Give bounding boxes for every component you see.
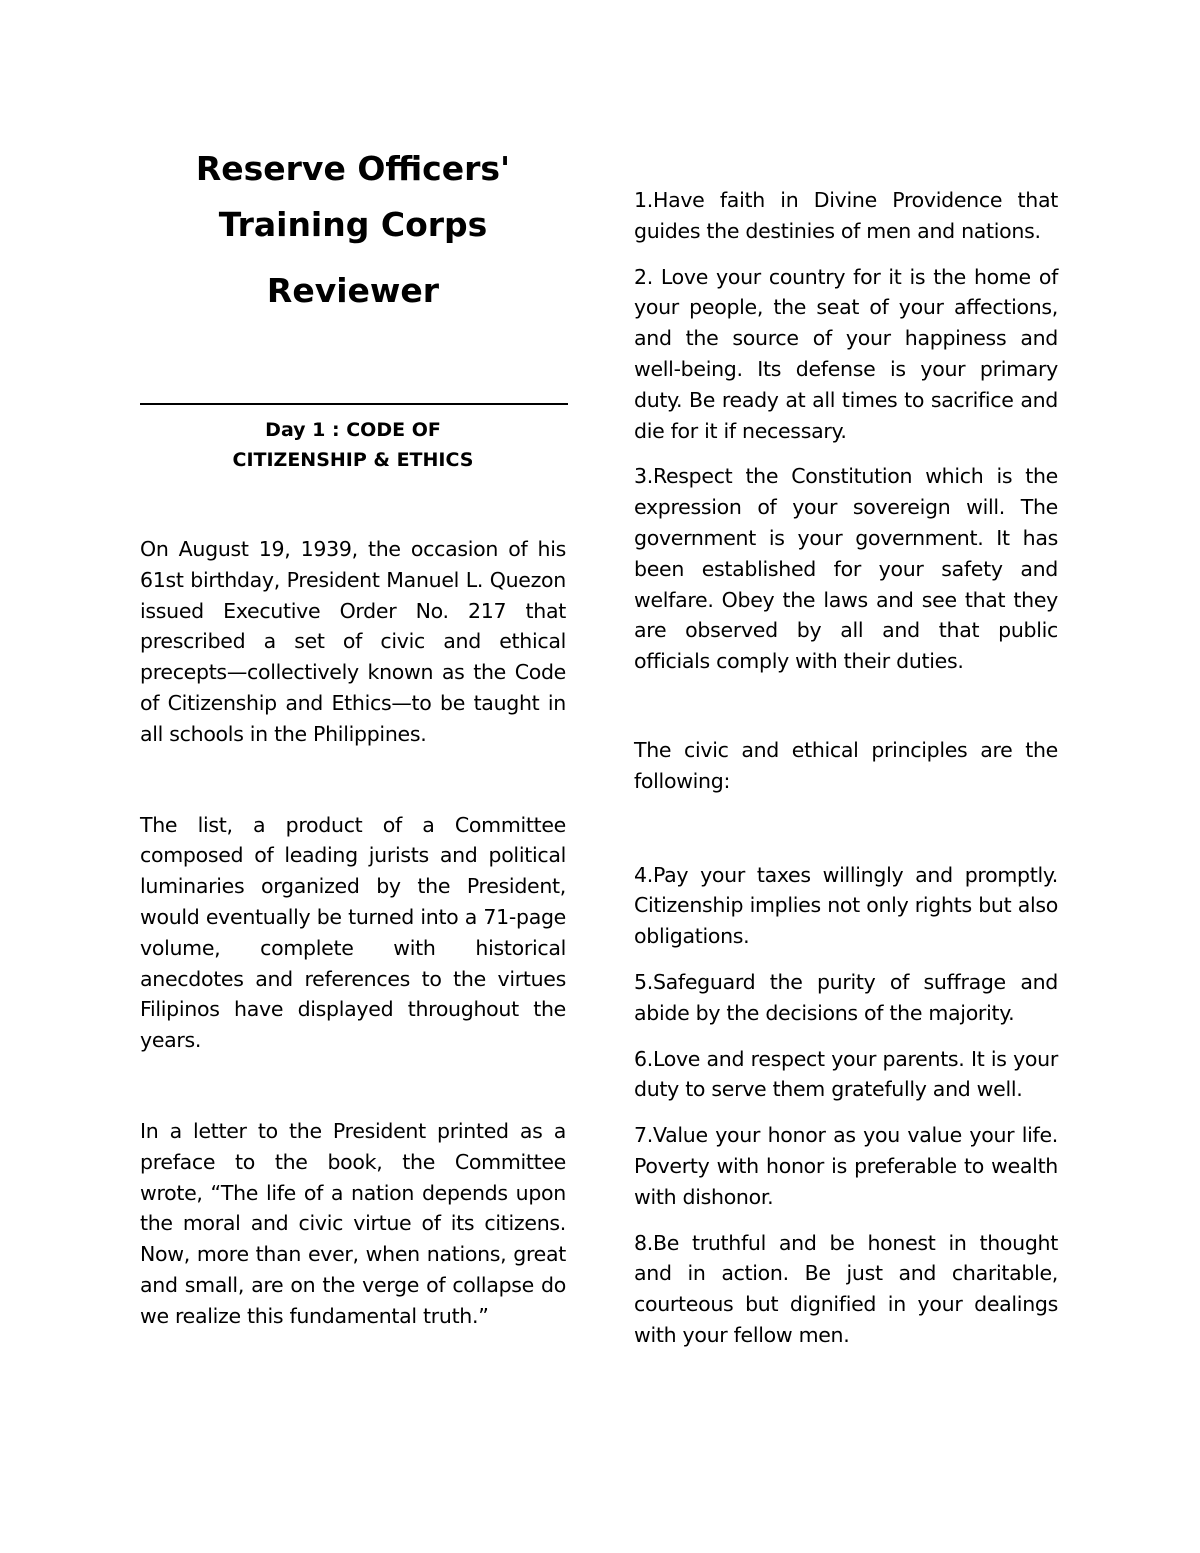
principles-intro: The civic and ethical principles are the following:: [634, 737, 1058, 793]
preface-paragraph: In a letter to the President printed as a preface to the book, the Committee wrote, “The life of a nation depends upon the moral and civic virtue of its citizens. Now, more than ever, when nations, great and small, are on the verge of collapse do we realize this fundamental truth.”: [140, 1118, 566, 1328]
section-heading-line-2: CITIZENSHIP & ETHICS: [232, 449, 474, 471]
section-heading: [140, 415, 566, 475]
title-line-1: Reserve Officers': [195, 149, 511, 188]
precept-item: 6.Love and respect your parents. It is your duty to serve them gratefully and well.: [634, 1046, 1058, 1102]
left-column: [140, 140, 566, 1332]
committee-paragraph: The list, a product of a Committee composed of leading jurists and political luminaries organized by the President, would eventually be turned into a 71-page volume, complete with historical anecdotes and references to the virtues Filipinos have displayed throughout the years.: [140, 812, 566, 1053]
right-column: [634, 185, 1058, 1366]
document-title: [140, 149, 566, 310]
title-divider: [140, 403, 568, 405]
precept-item: 4.Pay your taxes willingly and promptly. Citizenship implies not only rights but also obligations.: [634, 862, 1058, 949]
precept-item: 2. Love your country for it is the home of your people, the seat of your affections, and the source of your happiness and well-being. Its defense is your primary duty. Be ready at all times to sacrifice and die for it if necessary.: [634, 264, 1058, 443]
intro-paragraph: On August 19, 1939, the occasion of his 61st birthday, President Manuel L. Quezon issued Executive Order No. 217 that prescribed a set of civic and ethical precepts—collectively known as the Code of Citizenship and Ethics—to be taught in all schools in the Philippines.: [140, 537, 566, 746]
section-heading-line-1: Day 1 : CODE OF: [265, 419, 441, 441]
precept-item: 1.Have faith in Divine Providence that guides the destinies of men and nations.: [634, 188, 1058, 243]
precept-item: 8.Be truthful and be honest in thought and in action. Be just and charitable, courteous but dignified in your dealings with your fellow men.: [634, 1230, 1058, 1347]
title-line-3: Reviewer: [266, 271, 440, 310]
precept-item: 7.Value your honor as you value your life. Poverty with honor is preferable to wealth with dishonor.: [634, 1123, 1058, 1209]
precept-item: 3.Respect the Constitution which is the expression of your sovereign will. The government is your government. It has been established for your safety and welfare. Obey the laws and see that they are observed by all and that public officials comply with their duties.: [634, 464, 1058, 674]
title-line-2: Training Corps: [218, 205, 488, 244]
precept-item: 5.Safeguard the purity of suffrage and abide by the decisions of the majority.: [634, 969, 1058, 1025]
